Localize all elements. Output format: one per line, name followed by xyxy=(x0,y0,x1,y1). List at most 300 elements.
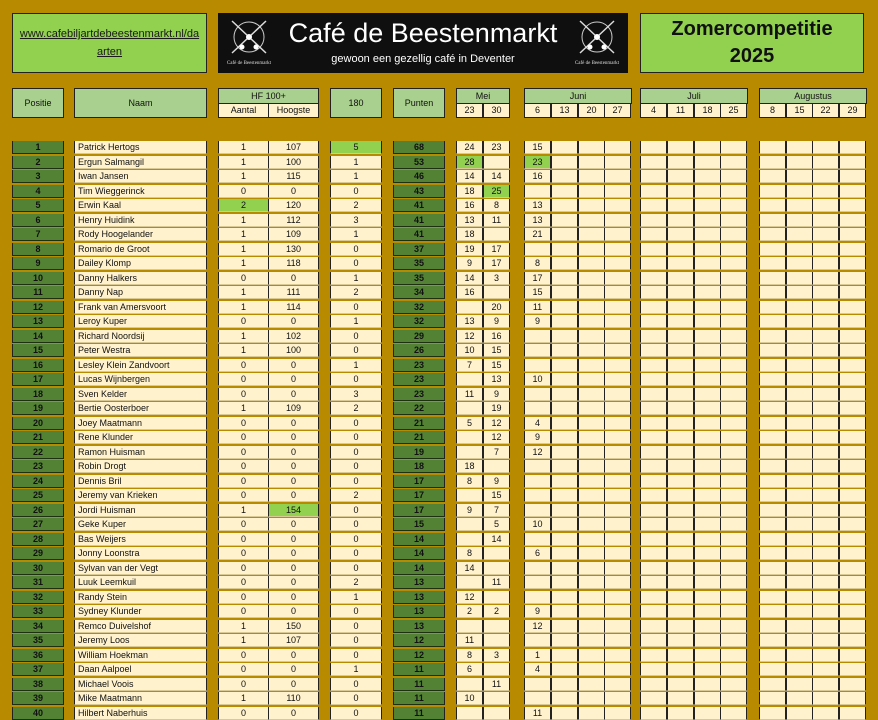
score-cell xyxy=(759,591,786,604)
hf-hoogste-cell: 0 xyxy=(268,359,319,372)
count-180-cell: 0 xyxy=(330,431,382,444)
score-cell xyxy=(578,286,605,299)
score-cell xyxy=(694,141,721,154)
position-cell: 36 xyxy=(12,649,64,662)
hf-aantal-cell: 1 xyxy=(218,330,269,343)
score-cell xyxy=(812,605,839,618)
score-cell xyxy=(839,243,866,256)
day-header: 8 xyxy=(759,103,786,118)
hf-aantal-cell: 0 xyxy=(218,576,269,589)
score-cell xyxy=(694,214,721,227)
score-cell xyxy=(720,214,747,227)
player-name: Sylvan van der Vegt xyxy=(74,562,207,575)
count-180-cell: 0 xyxy=(330,330,382,343)
score-cell xyxy=(483,156,510,169)
points-cell: 32 xyxy=(393,315,445,328)
score-cell xyxy=(812,475,839,488)
position-cell: 18 xyxy=(12,388,64,401)
score-cell xyxy=(839,692,866,705)
count-180-cell: 0 xyxy=(330,460,382,473)
hf-hoogste-cell: 0 xyxy=(268,446,319,459)
points-cell: 32 xyxy=(393,301,445,314)
score-cell xyxy=(524,576,551,589)
score-cell: 8 xyxy=(456,475,483,488)
score-cell xyxy=(786,431,813,444)
score-cell xyxy=(667,620,694,633)
score-cell xyxy=(759,243,786,256)
score-cell xyxy=(759,678,786,691)
score-cell xyxy=(720,489,747,502)
score-cell xyxy=(667,649,694,662)
score-cell xyxy=(604,591,631,604)
score-cell xyxy=(604,562,631,575)
score-cell xyxy=(551,576,578,589)
count-180-cell: 0 xyxy=(330,446,382,459)
score-cell xyxy=(604,707,631,720)
score-cell xyxy=(578,170,605,183)
score-cell xyxy=(456,518,483,531)
header-positie: Positie xyxy=(12,88,64,118)
score-cell xyxy=(812,518,839,531)
score-cell xyxy=(694,156,721,169)
score-cell xyxy=(640,678,667,691)
score-cell xyxy=(839,286,866,299)
header-naam: Naam xyxy=(74,88,207,118)
hf-hoogste-cell: 109 xyxy=(268,402,319,415)
score-cell xyxy=(720,301,747,314)
score-cell xyxy=(640,185,667,198)
score-cell xyxy=(720,446,747,459)
score-cell xyxy=(812,504,839,517)
score-cell xyxy=(812,678,839,691)
score-cell xyxy=(786,417,813,430)
score-cell xyxy=(483,547,510,560)
score-cell xyxy=(578,373,605,386)
score-cell xyxy=(551,417,578,430)
score-cell xyxy=(604,228,631,241)
score-cell xyxy=(551,344,578,357)
count-180-cell: 2 xyxy=(330,402,382,415)
points-cell: 23 xyxy=(393,359,445,372)
hf-aantal-cell: 0 xyxy=(218,533,269,546)
position-cell: 39 xyxy=(12,692,64,705)
score-cell xyxy=(694,692,721,705)
score-cell xyxy=(551,518,578,531)
score-cell xyxy=(694,634,721,647)
player-name: Rody Hoogelander xyxy=(74,228,207,241)
score-cell xyxy=(604,446,631,459)
score-cell xyxy=(456,431,483,444)
score-cell xyxy=(578,591,605,604)
score-cell: 11 xyxy=(483,576,510,589)
hf-hoogste-cell: 0 xyxy=(268,460,319,473)
score-cell xyxy=(524,692,551,705)
score-cell: 21 xyxy=(524,228,551,241)
score-cell xyxy=(839,489,866,502)
hf-hoogste-cell: 0 xyxy=(268,678,319,691)
score-cell: 1 xyxy=(524,649,551,662)
hf-aantal-cell: 0 xyxy=(218,678,269,691)
hf-aantal-cell: 1 xyxy=(218,692,269,705)
score-cell xyxy=(483,562,510,575)
score-cell: 9 xyxy=(483,388,510,401)
score-cell xyxy=(759,620,786,633)
score-cell: 4 xyxy=(524,417,551,430)
score-cell xyxy=(720,533,747,546)
score-cell xyxy=(786,460,813,473)
score-cell xyxy=(720,330,747,343)
score-cell xyxy=(578,678,605,691)
score-cell xyxy=(786,518,813,531)
score-cell xyxy=(483,228,510,241)
score-cell xyxy=(759,649,786,662)
score-cell xyxy=(759,707,786,720)
score-cell: 18 xyxy=(456,228,483,241)
day-header: 18 xyxy=(694,103,721,118)
count-180-cell: 3 xyxy=(330,214,382,227)
score-cell xyxy=(720,576,747,589)
position-cell: 34 xyxy=(12,620,64,633)
score-cell xyxy=(667,475,694,488)
score-cell xyxy=(839,634,866,647)
score-cell xyxy=(694,460,721,473)
score-cell xyxy=(524,460,551,473)
points-cell: 29 xyxy=(393,330,445,343)
score-cell xyxy=(839,576,866,589)
hf-aantal-cell: 1 xyxy=(218,170,269,183)
score-cell xyxy=(604,533,631,546)
score-cell xyxy=(667,417,694,430)
score-cell xyxy=(812,170,839,183)
score-cell xyxy=(839,431,866,444)
position-cell: 22 xyxy=(12,446,64,459)
points-cell: 14 xyxy=(393,547,445,560)
position-cell: 2 xyxy=(12,156,64,169)
position-cell: 13 xyxy=(12,315,64,328)
player-name: Randy Stein xyxy=(74,591,207,604)
score-cell xyxy=(551,591,578,604)
score-cell xyxy=(786,301,813,314)
score-cell xyxy=(694,315,721,328)
score-cell xyxy=(456,301,483,314)
hf-aantal-cell: 0 xyxy=(218,518,269,531)
score-cell xyxy=(812,431,839,444)
score-cell xyxy=(604,330,631,343)
score-cell xyxy=(839,388,866,401)
player-name: Leroy Kuper xyxy=(74,315,207,328)
score-cell xyxy=(839,344,866,357)
score-cell xyxy=(667,576,694,589)
score-cell xyxy=(524,489,551,502)
position-cell: 4 xyxy=(12,185,64,198)
score-cell xyxy=(839,359,866,372)
score-cell xyxy=(551,446,578,459)
score-cell xyxy=(604,475,631,488)
player-name: Luuk Leemkuil xyxy=(74,576,207,589)
score-cell xyxy=(759,402,786,415)
month-header: Juli xyxy=(640,88,748,104)
score-cell xyxy=(640,663,667,676)
score-cell xyxy=(759,504,786,517)
score-cell xyxy=(524,243,551,256)
score-cell xyxy=(694,504,721,517)
player-name: Joey Maatmann xyxy=(74,417,207,430)
count-180-cell: 0 xyxy=(330,475,382,488)
score-cell xyxy=(786,243,813,256)
day-header: 25 xyxy=(720,103,747,118)
position-cell: 38 xyxy=(12,678,64,691)
score-cell xyxy=(694,620,721,633)
hf-hoogste-cell: 0 xyxy=(268,417,319,430)
score-cell xyxy=(786,605,813,618)
score-cell xyxy=(839,272,866,285)
score-cell xyxy=(456,446,483,459)
position-cell: 24 xyxy=(12,475,64,488)
score-cell xyxy=(759,576,786,589)
count-180-cell: 0 xyxy=(330,504,382,517)
score-cell xyxy=(839,605,866,618)
score-cell xyxy=(720,460,747,473)
score-cell xyxy=(640,591,667,604)
score-cell: 15 xyxy=(483,344,510,357)
score-cell xyxy=(667,547,694,560)
points-cell: 17 xyxy=(393,475,445,488)
score-cell: 8 xyxy=(456,649,483,662)
score-cell xyxy=(604,518,631,531)
position-cell: 10 xyxy=(12,272,64,285)
score-cell xyxy=(578,562,605,575)
score-cell xyxy=(667,489,694,502)
score-cell: 11 xyxy=(456,634,483,647)
score-cell xyxy=(720,228,747,241)
score-cell xyxy=(551,199,578,212)
hf-aantal-cell: 1 xyxy=(218,344,269,357)
score-cell xyxy=(578,301,605,314)
score-cell xyxy=(640,141,667,154)
score-cell: 24 xyxy=(456,141,483,154)
score-cell xyxy=(551,431,578,444)
score-cell: 12 xyxy=(456,330,483,343)
score-cell xyxy=(483,460,510,473)
player-name: Patrick Hertogs xyxy=(74,141,207,154)
score-cell xyxy=(640,620,667,633)
title-line-2: 2025 xyxy=(729,45,775,67)
score-cell: 13 xyxy=(524,214,551,227)
score-cell xyxy=(551,562,578,575)
score-cell xyxy=(524,344,551,357)
count-180-cell: 0 xyxy=(330,634,382,647)
hf-hoogste-cell: 107 xyxy=(268,141,319,154)
player-name: Sven Kelder xyxy=(74,388,207,401)
score-cell xyxy=(456,707,483,720)
score-cell xyxy=(786,373,813,386)
score-cell xyxy=(667,330,694,343)
header-aantal: Aantal xyxy=(218,103,269,118)
score-cell xyxy=(786,315,813,328)
count-180-cell: 0 xyxy=(330,620,382,633)
score-cell: 11 xyxy=(456,388,483,401)
score-cell xyxy=(694,533,721,546)
score-cell xyxy=(839,330,866,343)
score-cell: 16 xyxy=(524,170,551,183)
hf-hoogste-cell: 110 xyxy=(268,692,319,705)
score-cell xyxy=(551,170,578,183)
score-cell xyxy=(720,504,747,517)
day-header: 20 xyxy=(578,103,605,118)
score-cell xyxy=(786,214,813,227)
hf-hoogste-cell: 100 xyxy=(268,156,319,169)
score-cell xyxy=(759,692,786,705)
score-cell xyxy=(640,228,667,241)
score-cell xyxy=(839,185,866,198)
score-cell xyxy=(667,533,694,546)
score-cell xyxy=(786,576,813,589)
score-cell xyxy=(812,373,839,386)
header-180: 180 xyxy=(330,88,382,118)
score-cell xyxy=(551,373,578,386)
score-cell xyxy=(551,663,578,676)
score-cell xyxy=(483,634,510,647)
day-header: 11 xyxy=(667,103,694,118)
score-cell xyxy=(667,605,694,618)
hf-hoogste-cell: 0 xyxy=(268,388,319,401)
score-cell: 11 xyxy=(483,214,510,227)
player-name: Lucas Wijnbergen xyxy=(74,373,207,386)
score-cell xyxy=(694,446,721,459)
points-cell: 26 xyxy=(393,344,445,357)
hf-hoogste-cell: 154 xyxy=(268,504,319,517)
score-cell xyxy=(604,504,631,517)
score-cell: 16 xyxy=(483,330,510,343)
player-name: Geke Kuper xyxy=(74,518,207,531)
score-cell: 15 xyxy=(524,141,551,154)
score-cell xyxy=(551,141,578,154)
score-cell: 17 xyxy=(483,257,510,270)
score-cell: 18 xyxy=(456,185,483,198)
score-cell xyxy=(812,489,839,502)
count-180-cell: 1 xyxy=(330,359,382,372)
score-cell xyxy=(759,170,786,183)
score-cell xyxy=(786,141,813,154)
score-cell xyxy=(694,373,721,386)
score-cell xyxy=(759,330,786,343)
score-cell: 10 xyxy=(456,692,483,705)
day-header: 29 xyxy=(839,103,866,118)
hf-hoogste-cell: 0 xyxy=(268,185,319,198)
score-cell: 4 xyxy=(524,663,551,676)
header-punten: Punten xyxy=(393,88,445,118)
player-name: Ergun Salmangil xyxy=(74,156,207,169)
score-cell xyxy=(578,518,605,531)
score-cell: 16 xyxy=(456,286,483,299)
position-cell: 1 xyxy=(12,141,64,154)
score-cell xyxy=(694,257,721,270)
score-cell xyxy=(604,272,631,285)
score-cell xyxy=(551,388,578,401)
banner-subtitle: gewoon een gezellig café in Deventer xyxy=(331,53,515,65)
score-cell: 6 xyxy=(524,547,551,560)
cafe-banner xyxy=(218,13,628,73)
position-cell: 11 xyxy=(12,286,64,299)
hf-hoogste-cell: 0 xyxy=(268,373,319,386)
position-cell: 23 xyxy=(12,460,64,473)
score-cell xyxy=(759,475,786,488)
score-cell xyxy=(551,707,578,720)
points-cell: 46 xyxy=(393,170,445,183)
points-cell: 18 xyxy=(393,460,445,473)
score-cell: 14 xyxy=(483,533,510,546)
score-cell xyxy=(551,330,578,343)
hf-aantal-cell: 0 xyxy=(218,605,269,618)
score-cell xyxy=(604,649,631,662)
score-cell xyxy=(720,634,747,647)
player-name: Erwin Kaal xyxy=(74,199,207,212)
score-cell xyxy=(812,141,839,154)
score-cell xyxy=(578,344,605,357)
score-cell xyxy=(578,228,605,241)
score-cell xyxy=(667,156,694,169)
points-cell: 17 xyxy=(393,489,445,502)
score-cell xyxy=(839,504,866,517)
score-cell xyxy=(551,649,578,662)
score-cell xyxy=(667,504,694,517)
score-cell xyxy=(604,460,631,473)
position-cell: 16 xyxy=(12,359,64,372)
position-cell: 3 xyxy=(12,170,64,183)
position-cell: 35 xyxy=(12,634,64,647)
score-cell xyxy=(640,547,667,560)
score-cell xyxy=(839,518,866,531)
player-name: Richard Noordsij xyxy=(74,330,207,343)
player-name: Henry Huidink xyxy=(74,214,207,227)
score-cell xyxy=(759,359,786,372)
score-cell: 9 xyxy=(483,315,510,328)
hf-hoogste-cell: 0 xyxy=(268,475,319,488)
score-cell xyxy=(720,359,747,372)
score-cell xyxy=(578,460,605,473)
score-cell: 14 xyxy=(456,562,483,575)
score-cell xyxy=(640,707,667,720)
score-cell xyxy=(667,170,694,183)
score-cell xyxy=(578,533,605,546)
score-cell xyxy=(640,170,667,183)
count-180-cell: 1 xyxy=(330,156,382,169)
score-cell xyxy=(640,692,667,705)
score-cell xyxy=(456,402,483,415)
score-cell: 16 xyxy=(456,199,483,212)
player-name: Dennis Bril xyxy=(74,475,207,488)
score-cell xyxy=(720,141,747,154)
player-name: Tim Wieggerinck xyxy=(74,185,207,198)
hf-hoogste-cell: 0 xyxy=(268,707,319,720)
website-link[interactable]: www.cafebiljartdebeestenmarkt.nl/daarten xyxy=(19,28,200,58)
score-cell xyxy=(524,388,551,401)
position-cell: 9 xyxy=(12,257,64,270)
score-cell xyxy=(759,286,786,299)
score-cell xyxy=(551,156,578,169)
score-cell xyxy=(839,402,866,415)
score-cell xyxy=(720,620,747,633)
score-cell xyxy=(551,359,578,372)
score-cell xyxy=(720,518,747,531)
score-cell xyxy=(456,489,483,502)
score-cell xyxy=(759,388,786,401)
position-cell: 25 xyxy=(12,489,64,502)
score-cell: 17 xyxy=(524,272,551,285)
score-cell xyxy=(604,315,631,328)
banner-title: Café de Beestenmarkt xyxy=(288,18,558,48)
score-cell xyxy=(839,678,866,691)
